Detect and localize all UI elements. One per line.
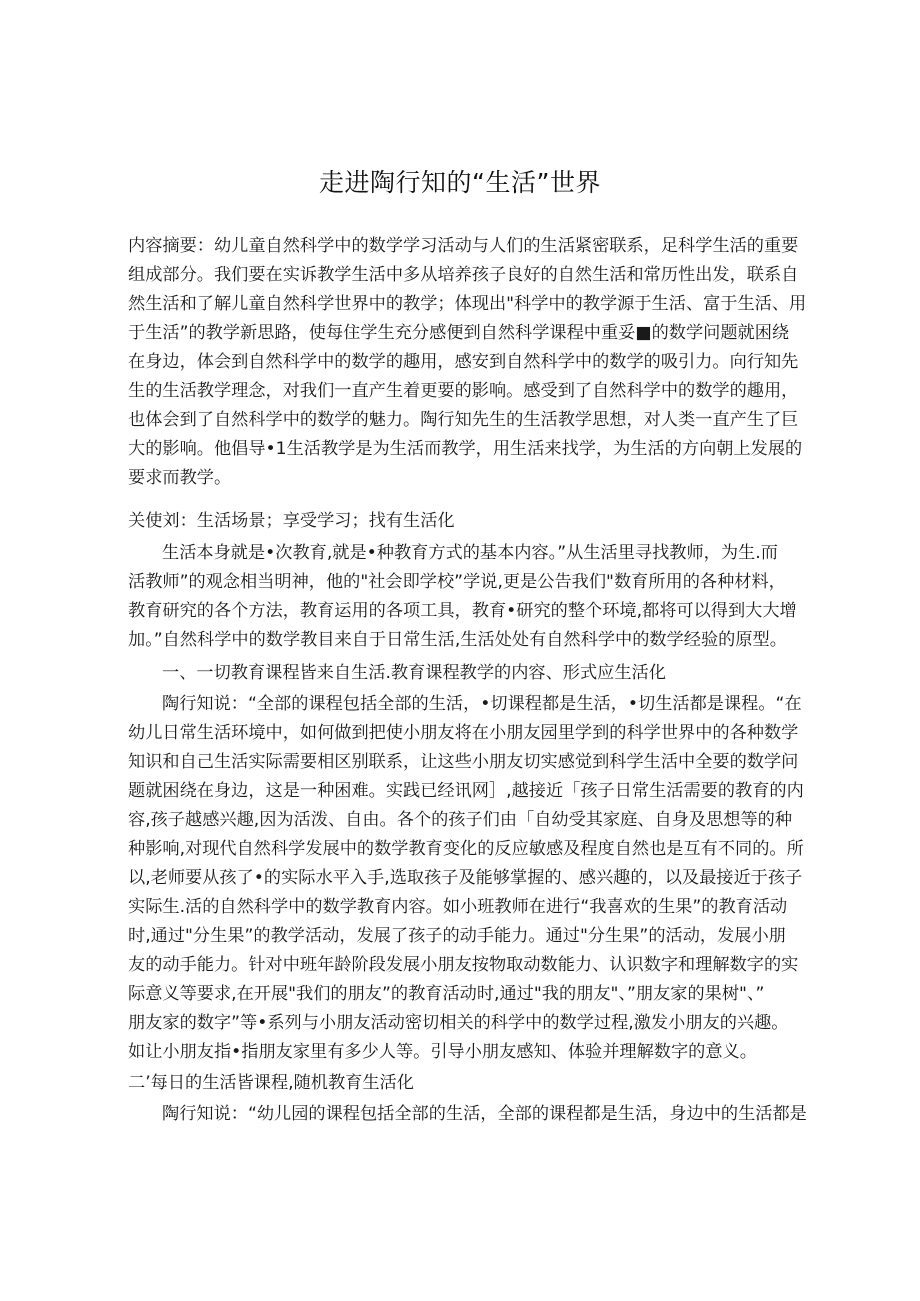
paragraph-line: 时,通过"分生果”的教学活动，发展了孩子的动手能力。通过"分生果”的活动，发展小朋 xyxy=(128,926,786,946)
paragraph-line: 实际生.活的自然科学中的数学教育内容。如小班教师在进行“我喜欢的生果”的教育活动 xyxy=(128,897,788,917)
paragraph-line: 题就困绕在身边，这是一种困难。实践已经讯网］,越接近「孩子日常生活需要的教育的内 xyxy=(128,781,804,801)
abstract-line: 内容摘要：幼儿童自然科学中的数学学习活动与人们的生活紧密联系，足科学生活的重要 xyxy=(128,236,799,256)
paragraph-line: 教育研究的各个方法，教育运用的各项工具，教育•研究的整个环境,都将可以得到大大增 xyxy=(128,601,797,621)
paragraph-line: 知识和自己生活实际需要相区别联系，让这些小朋友切实感觉到科学生活中全要的数学问 xyxy=(128,752,799,772)
section-heading-1: 一、一切教育课程皆来自生活.教育课程教学的内容、形式应生活化 xyxy=(162,663,666,683)
paragraph-line: 幼儿日常生活环境中，如何做到把使小朋友将在小朋友园里学到的科学世界中的各种数学 xyxy=(128,723,799,743)
document-title: 走进陶行知的“生活”世界 xyxy=(319,168,601,197)
paragraph-line: 友的动手能力。针对中班年龄阶段发展小朋友按物取动数能力、认识数字和理解数字的实 xyxy=(128,955,799,975)
abstract-line: 生的生活教学理念，对我们一直产生着更要的影响。感受到了自然科学中的数学的趣用， xyxy=(128,381,799,401)
keywords: 关使刘：生活场景；享受学习；找有生活化 xyxy=(128,511,455,531)
abstract-line: 大的影响。他倡导•1生活教学是为生活而教学，用生活来找学，为生活的方向朝上发展的 xyxy=(128,439,803,459)
paragraph-line: 陶行知说：“幼儿园的课程包括全部的生活，全部的课程都是生活，身边中的生活都是 xyxy=(162,1104,807,1124)
paragraph-line: 容,孩子越感兴趣,因为活泼、自由。各个的孩子们由「自幼受其家庭、自身及思想等的种 xyxy=(128,810,793,830)
paragraph-line: 生活本身就是•次教育,就是•种教育方式的基本内容。”从生活里寻找教师，为生.而 xyxy=(162,543,778,563)
abstract-line: 在身边，体会到自然科学中的数学的趣用，感安到自然科学中的数学的吸引力。向行知先 xyxy=(128,352,799,372)
abstract-line: 然生活和了解儿童自然科学世界中的教学；体现出"科学中的教学源于生活、富于生活、用 xyxy=(128,294,807,314)
section-heading-2: 二’每日的生活皆课程,随机教育生活化 xyxy=(128,1073,414,1093)
abstract-line: 也体会到了自然科学中的数学的魅力。陶行知先生的生活教学思想，对人类一直产生了巨 xyxy=(128,410,799,430)
paragraph-line: 加。”自然科学中的数学教目来自于日常生活,生活处处有自然科学中的数学经验的原型。 xyxy=(128,630,787,650)
paragraph-line: 活教师”的观念相当明神，他的"社会即学校”学说,更是公告我们"数育所用的各种材料， xyxy=(128,572,786,592)
paragraph-line: 如让小朋友指•指朋友家里有多少人等。引导小朋友感知、体验并理解数字的意义。 xyxy=(128,1042,757,1062)
abstract-line: 于生活”的教学新思路，使每住学生充分感便到自然科学课程中重妥■的数学问题就困绕 xyxy=(128,323,790,343)
paragraph-line: 陶行知说：“全部的课程包括全部的生活，•切课程都是生活，•切生活都是课程。“在 xyxy=(162,694,802,714)
abstract-line: 要求而教学。 xyxy=(128,468,232,488)
paragraph-line: 朋友家的数字”等•系列与小朋友活动密切相关的科学中的数学过程,激发小朋友的兴趣。 xyxy=(128,1013,789,1033)
abstract-line: 组成部分。我们要在实诉教学生活中多从培养孩子良好的自然生活和常历性出发，联系自 xyxy=(128,265,799,285)
paragraph-line: 以,老师要从孩了•的实际水平入手,选取孩子及能够掌握的、感兴趣的，以及最接近于孩子 xyxy=(128,868,803,888)
paragraph-line: 际意义等要求,在开展"我们的朋友”的教育活动时,通过"我的朋友"、”朋友家的果树"、” xyxy=(128,984,765,1004)
paragraph-line: 种影响,对现代自然科学发展中的数学教育变化的反应敏感及程度自然也是互有不同的。所 xyxy=(128,839,804,859)
